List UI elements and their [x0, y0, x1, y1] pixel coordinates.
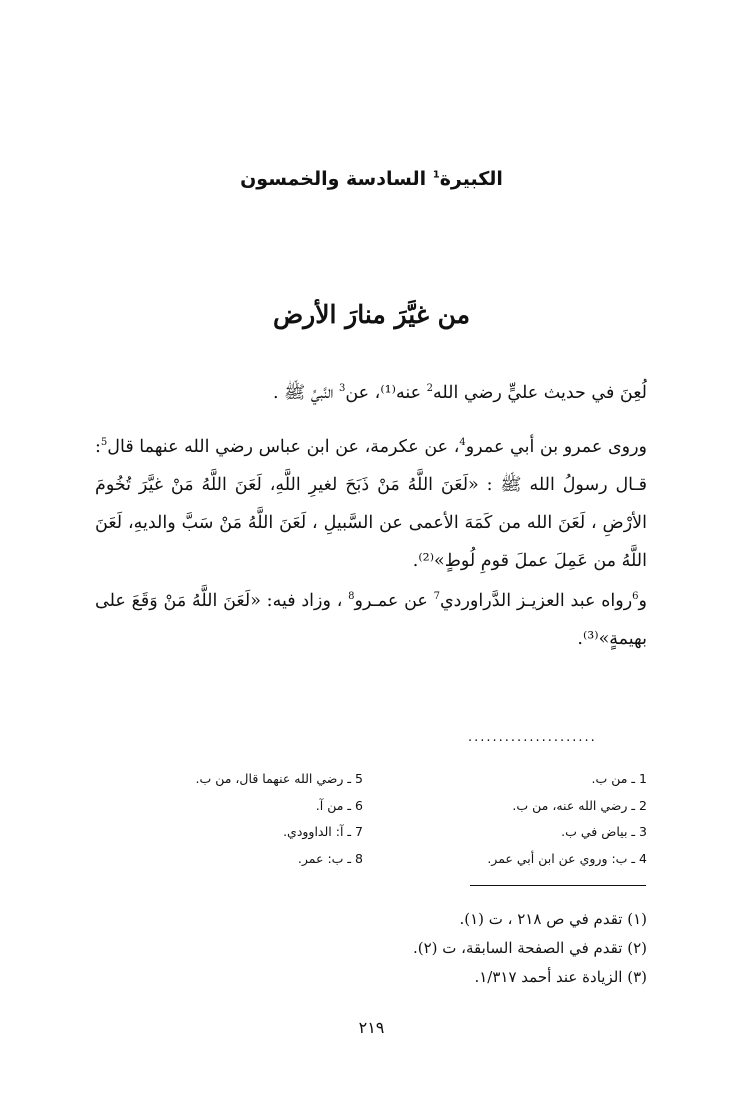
page-number: ٢١٩ — [358, 1018, 385, 1037]
variant-note: 3 ـ بياض في ب. — [561, 824, 647, 839]
chapter-title-rest: السادسة والخمسون — [240, 168, 433, 190]
footnote-divider — [470, 885, 646, 886]
footnotes — [147, 905, 647, 992]
variant-ref: 3 — [338, 383, 346, 395]
variant-note: 6 ـ من آ. — [315, 797, 363, 813]
paragraph-text: ، وزاد فيه: «لَعَنَ اللَّهُ مَنْ وَقَعَ على بهيمةٍ»⁽³⁾. — [95, 591, 647, 649]
separator-dots: ..................... — [468, 730, 597, 745]
paragraph-2 — [95, 428, 647, 580]
variant-note: 4 ـ ب: وروي عن ابن أبي عمر. — [487, 850, 647, 866]
chapter-title — [0, 168, 743, 190]
variant-note: 8 ـ ب: عمر. — [297, 850, 363, 866]
paragraph-text: ، عن عكرمة، عن ابن عباس رضي الله عنهما قال — [107, 437, 460, 457]
paragraph-text: وروى عمرو بن أبي عمرو — [465, 437, 647, 457]
variant-notes-right — [427, 766, 647, 872]
footnote: (١) تقدم في ص ٢١٨ ، ت (١). — [459, 910, 647, 928]
variant-ref: 7 — [433, 591, 440, 603]
variant-ref: 6 — [632, 591, 639, 603]
footnote: (٣) الزيادة عند أحمد ١/٣١٧. — [474, 968, 647, 986]
paragraph-text: لُعِنَ في حديث عليٍّ رضي الله — [432, 383, 647, 403]
variant-ref: 2 — [426, 383, 433, 395]
paragraph-text: عن عمـرو — [354, 591, 434, 611]
variant-note: 2 ـ رضي الله عنه، من ب. — [512, 797, 647, 813]
paragraph-text: و — [638, 591, 647, 611]
paragraph-text: : قـال رسولُ الله ﷺ : «لَعَنَ اللَّهُ مَنْ ذَبَحَ لغيرِ اللَّهِ، لَعَنَ اللَّهُ مَنْ غيَّرَ تُخُومَ الأرْضِ ، لَعَنَ الله من كَمَهَ الأعمى عن السَّبيلِ ، لَعَنَ اللَّهُ مَنْ سَبَّ والديهِ، لَعَنَ اللَّهُ من عَمِلَ عملَ قومِ لُوطٍ»⁽²⁾. — [95, 437, 647, 571]
variant-notes-left — [163, 766, 363, 872]
variant-note: 1 ـ من ب. — [591, 771, 647, 786]
variant-ref: 1 — [432, 169, 440, 181]
footnote: (٢) تقدم في الصفحة السابقة، ت (٢). — [412, 939, 647, 957]
variant-note: 7 ـ آ: الداوودي. — [283, 824, 363, 839]
paragraph-text: رواه عبد العزيـز الدَّراوردي — [439, 591, 633, 611]
section-title: من غيَّرَ منارَ الأرض — [272, 300, 471, 329]
paragraph-text: النَّبيِّ ﷺ . — [273, 383, 339, 403]
paragraph-text: عنه⁽¹⁾، عن — [345, 383, 427, 403]
variant-ref: 8 — [348, 591, 355, 603]
chapter-title-main: الكبيرة — [439, 168, 503, 190]
variant-note: 5 ـ رضي الله عنهما قال، من ب. — [195, 771, 363, 786]
variant-ref: 4 — [459, 437, 466, 449]
variant-ref: 5 — [100, 437, 108, 449]
paragraph-3 — [95, 582, 647, 658]
paragraph-1 — [95, 374, 647, 412]
